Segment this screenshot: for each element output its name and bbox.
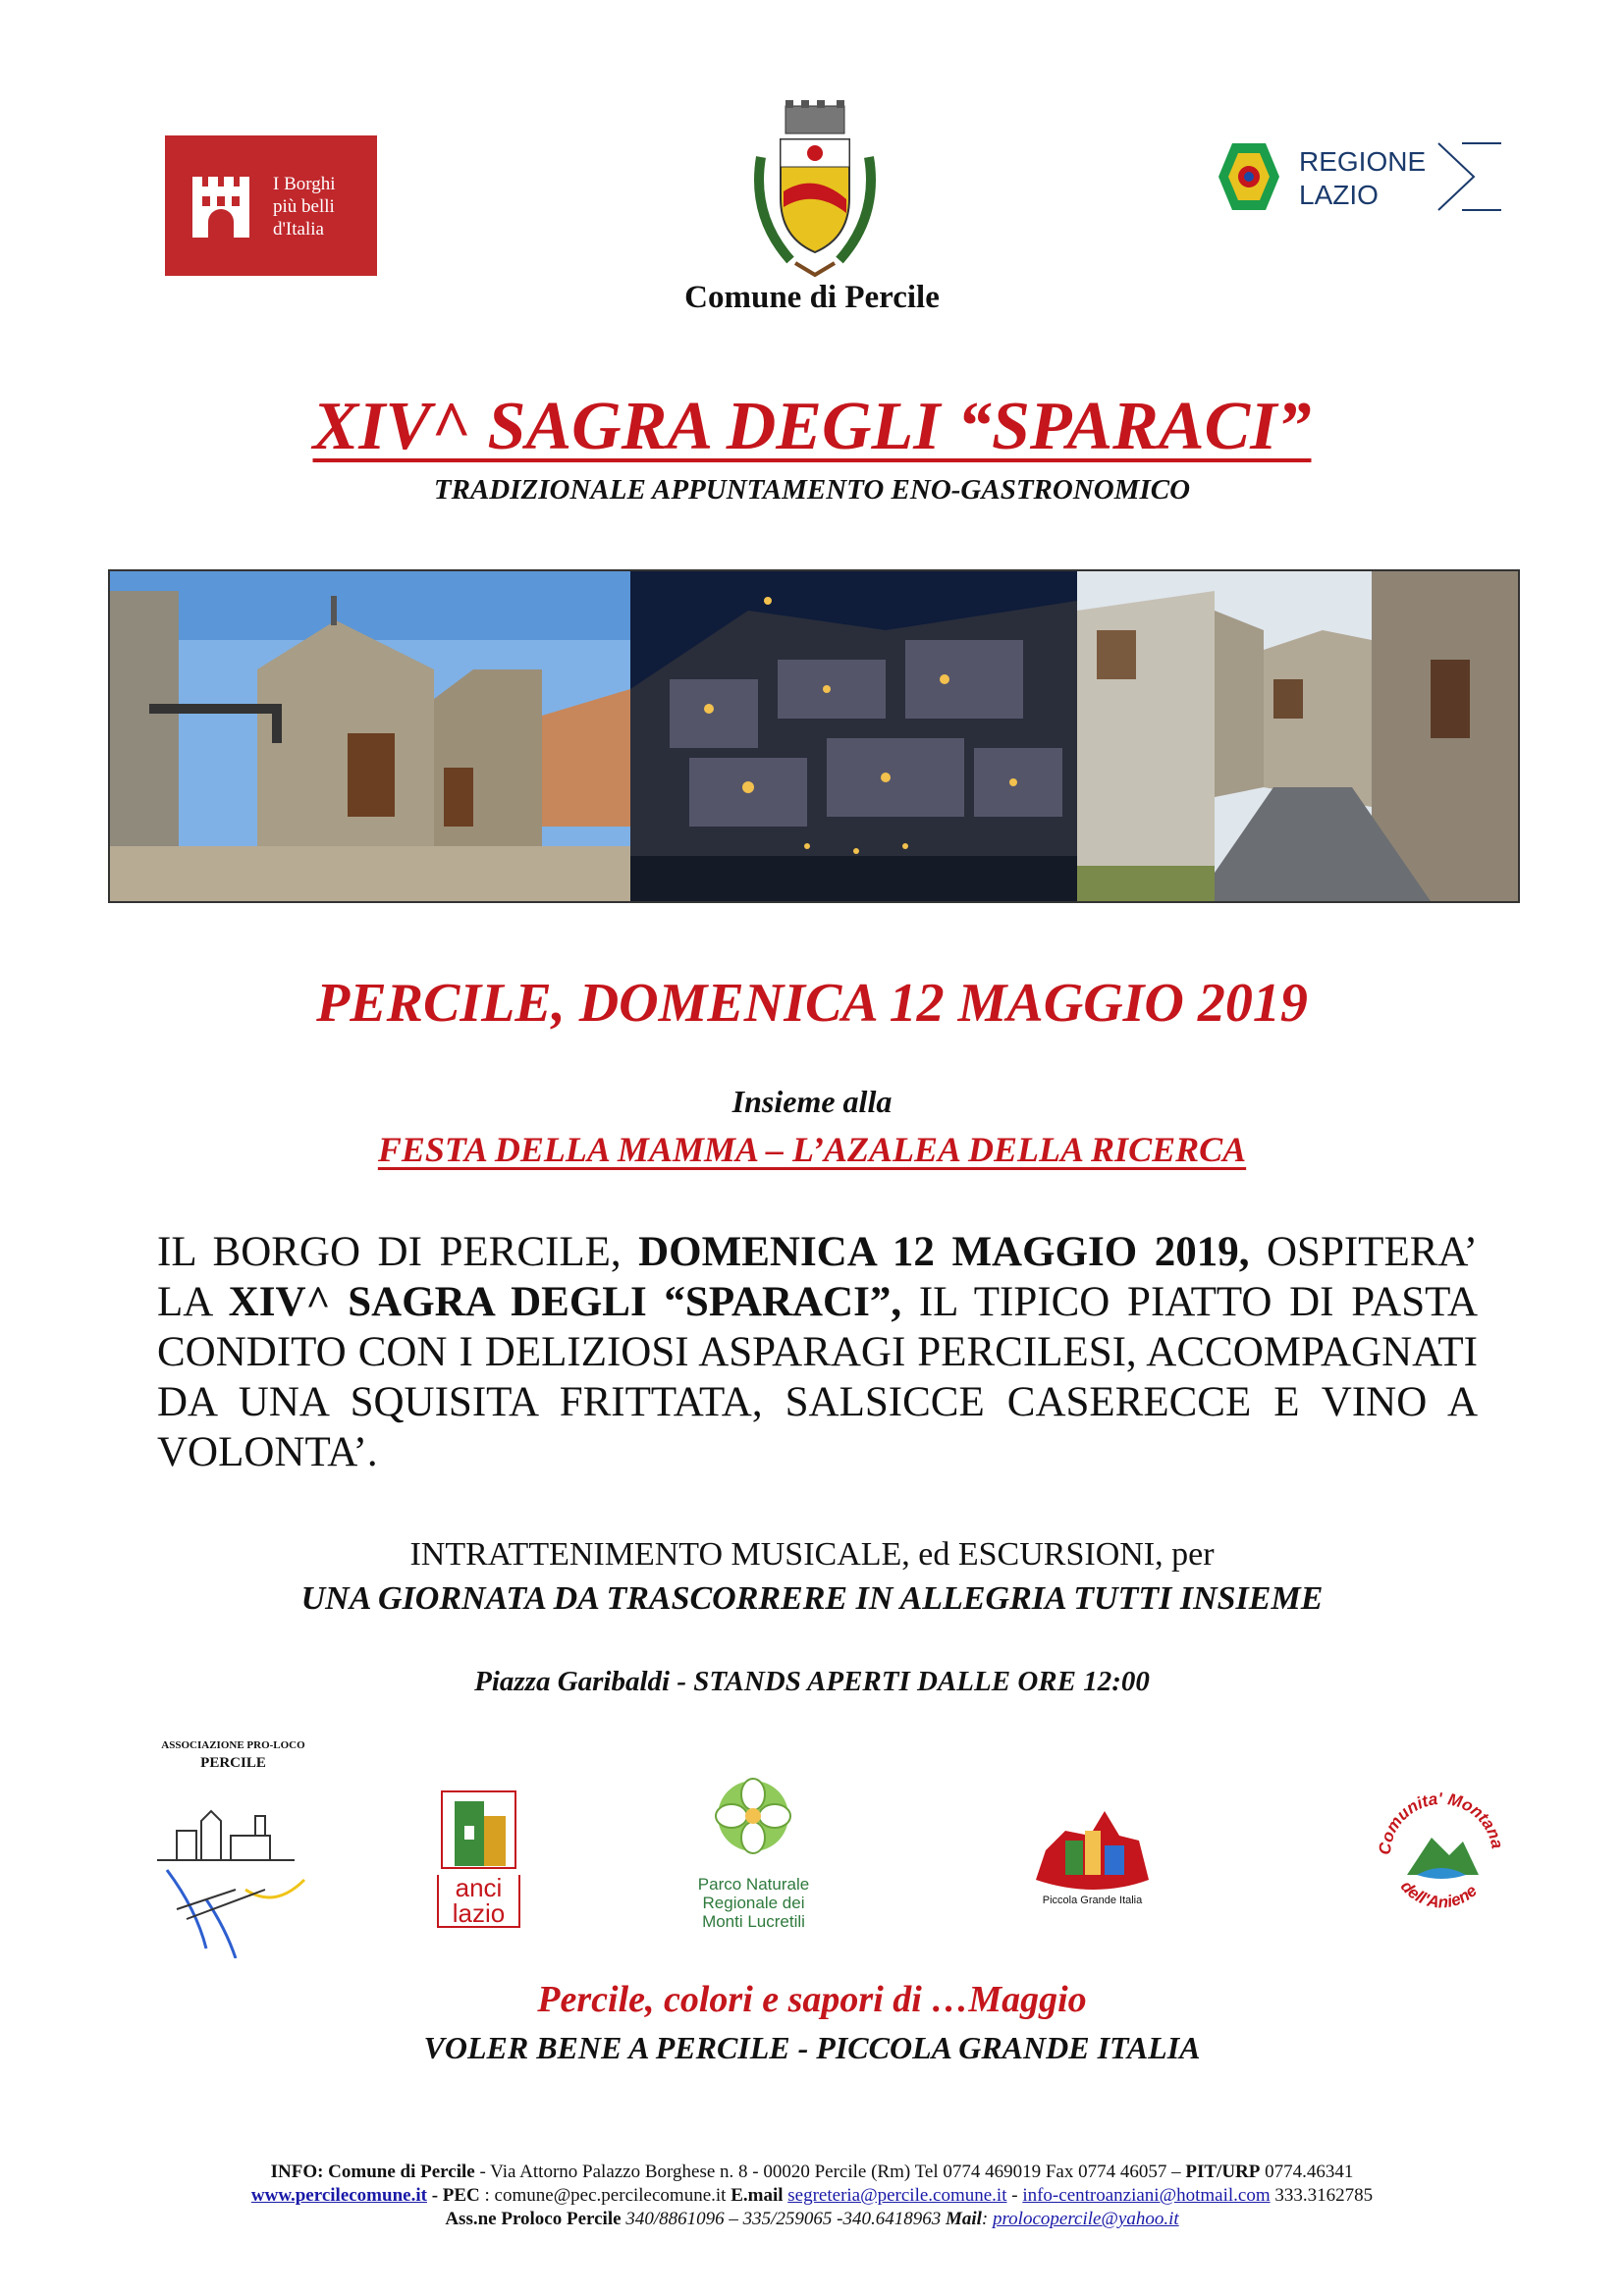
event-title-text: XIV^ SAGRA DEGLI “SPARACI” bbox=[312, 389, 1312, 464]
street-photo bbox=[1077, 571, 1518, 901]
footer-separator: - bbox=[1006, 2185, 1023, 2206]
coat-of-arms-icon bbox=[746, 98, 884, 285]
parco-line-3: Monti Lucretili bbox=[702, 1912, 805, 1931]
intrattenimento-line: INTRATTENIMENTO MUSICALE, ed ESCURSIONI, per bbox=[409, 1536, 1215, 1573]
footer-pit-number: 0774.46341 bbox=[1260, 2162, 1354, 2182]
event-subtitle: TRADIZIONALE APPUNTAMENTO ENO-GASTRONOMICO bbox=[433, 474, 1191, 506]
anci-lazio-logo bbox=[437, 1787, 520, 1928]
para-part-5: IL TIPICO PIATTO DI PASTA CONDITO CON I DELIZIOSI ASPARAGI PERCILESI, ACCOMPAGNATI DA UNA SQUISITA FRITTATA, SALSICCE CASERECCE E VINO A VOLONTA’. bbox=[157, 1279, 1478, 1475]
anci-line-2: lazio bbox=[452, 1898, 506, 1928]
footer-address: - Via Attorno Palazzo Borghese n. 8 - 00020 Percile (Rm) Tel 0774 469019 Fax 0774 46057 – bbox=[474, 2162, 1186, 2182]
borghi-line-3: d'Italia bbox=[273, 219, 324, 240]
footer-pec-label: - PEC bbox=[426, 2185, 480, 2206]
borghi-line-2: più belli bbox=[273, 196, 335, 217]
voler-bene-line: VOLER BENE A PERCILE - PICCOLA GRANDE ITALIA bbox=[423, 2030, 1201, 2065]
proloco-line-1: ASSOCIAZIONE PRO-LOCO bbox=[161, 1739, 305, 1751]
borghi-line-1: I Borghi bbox=[273, 174, 336, 194]
piccola-grande-italia-logo bbox=[1026, 1811, 1159, 1909]
flower-icon bbox=[687, 1777, 820, 1870]
footer-mail-colon: : bbox=[981, 2209, 993, 2229]
centroanziani-email-link[interactable]: info-centroanziani@hotmail.com bbox=[1022, 2185, 1271, 2206]
svg-text:dell'Aniene bbox=[1397, 1877, 1481, 1911]
para-part-2: DOMENICA 12 MAGGIO 2019, bbox=[638, 1229, 1250, 1275]
slogan: Percile, colori e sapori di …Maggio bbox=[537, 1979, 1087, 2020]
segreteria-email-link[interactable]: segreteria@percile.comune.it bbox=[787, 2185, 1007, 2206]
para-part-3: OSPITERA’ LA bbox=[157, 1229, 1478, 1325]
festa-text: FESTA DELLA MAMMA – L’AZALEA DELLA RICERCA bbox=[377, 1130, 1247, 1169]
footer-line-1 bbox=[0, 2161, 1624, 2184]
comunita-line-1: Comunita' Montana bbox=[1375, 1789, 1507, 1856]
regione-lazio-logo bbox=[1213, 137, 1507, 216]
lazio-line-1: REGIONE bbox=[1299, 146, 1427, 177]
para-part-4: XIV^ SAGRA DEGLI “SPARACI”, bbox=[228, 1279, 902, 1325]
photo-strip bbox=[108, 569, 1520, 903]
footer-info-label: INFO: Comune di Percile bbox=[270, 2162, 475, 2182]
footer-pec: : comune@pec.percilecomune.it bbox=[479, 2185, 731, 2206]
footer-phone: 333.3162785 bbox=[1270, 2185, 1374, 2206]
comunita-line-2: dell'Aniene bbox=[1396, 1877, 1481, 1912]
svg-text:Comunita' Montana bbox=[1376, 1789, 1507, 1856]
festa-heading bbox=[0, 1129, 1624, 1170]
night-village-photo bbox=[630, 571, 1077, 901]
footer-pit-label: PIT/URP bbox=[1185, 2162, 1261, 2182]
borghi-logo bbox=[165, 135, 377, 276]
lazio-line-2: LAZIO bbox=[1299, 180, 1379, 210]
proloco-line-2: PERCILE bbox=[200, 1755, 266, 1771]
castle-icon bbox=[165, 135, 273, 276]
footer-proloco-label: Ass.ne Proloco Percile bbox=[445, 2209, 622, 2229]
event-title bbox=[0, 388, 1624, 466]
insieme-label: Insieme alla bbox=[731, 1084, 893, 1119]
parco-line-2: Regionale dei bbox=[702, 1894, 805, 1912]
comune-name: Comune di Percile bbox=[684, 280, 940, 315]
footer-email-label: E.mail bbox=[731, 2185, 784, 2206]
proloco-email-link[interactable]: prolocopercile@yahoo.it bbox=[992, 2209, 1179, 2229]
piccola-label: Piccola Grande Italia bbox=[1042, 1895, 1143, 1906]
event-date: PERCILE, DOMENICA 12 MAGGIO 2019 bbox=[316, 973, 1308, 1034]
parco-logo bbox=[687, 1777, 820, 1944]
para-part-1: IL BORGO DI PERCILE, bbox=[157, 1229, 639, 1275]
footer-proloco-phones: 340/8861096 – 335/259065 -340.6418963 bbox=[621, 2209, 946, 2229]
description-paragraph bbox=[157, 1227, 1478, 1477]
proloco-logo bbox=[147, 1739, 319, 1965]
footer-line-2 bbox=[0, 2184, 1624, 2208]
comunita-montana-logo bbox=[1373, 1777, 1510, 1934]
website-link[interactable]: www.percilecomune.it bbox=[250, 2185, 427, 2206]
church-photo bbox=[110, 571, 630, 901]
parco-line-1: Parco Naturale bbox=[697, 1875, 810, 1894]
anci-line-1: anci bbox=[455, 1873, 503, 1902]
proloco-sketch-icon bbox=[147, 1772, 319, 1958]
footer-mail-label: Mail bbox=[945, 2209, 982, 2229]
piazza-line: Piazza Garibaldi - STANDS APERTI DALLE ORE 12:00 bbox=[474, 1666, 1150, 1697]
giornata-line: UNA GIORNATA DA TRASCORRERE IN ALLEGRIA TUTTI INSIEME bbox=[300, 1580, 1324, 1617]
anci-tower-icon bbox=[437, 1787, 520, 1870]
footer-line-3 bbox=[0, 2208, 1624, 2231]
mountain-river-icon bbox=[1373, 1777, 1510, 1924]
village-icon bbox=[1026, 1811, 1159, 1890]
